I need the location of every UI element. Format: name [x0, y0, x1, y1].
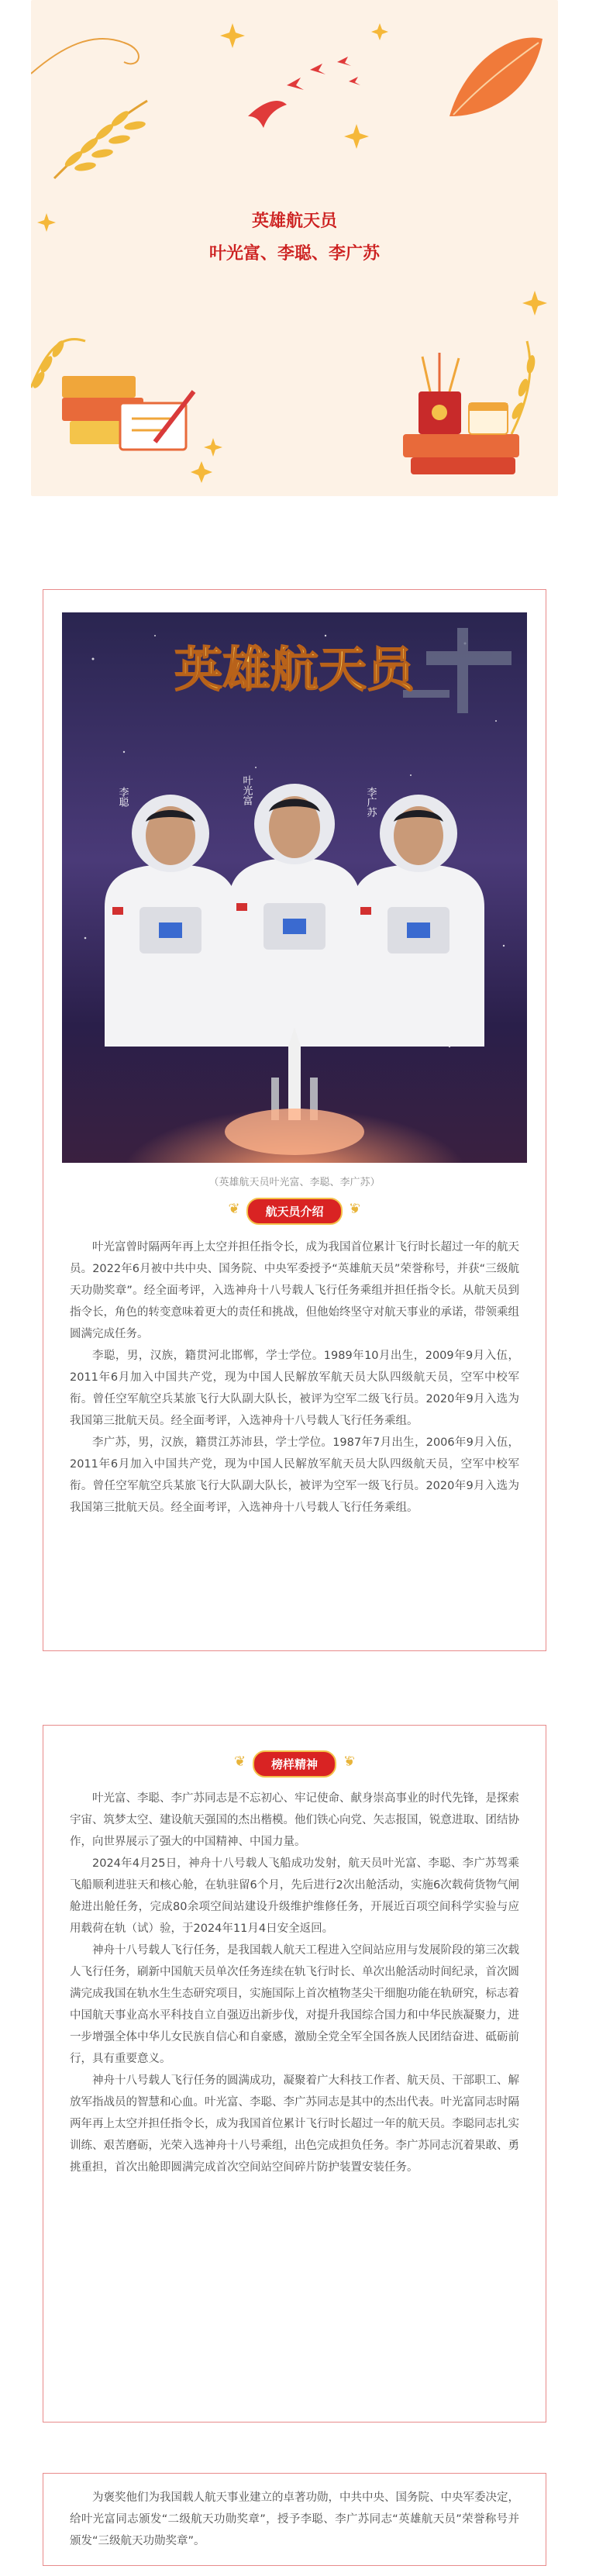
leaf-right-icon [450, 37, 542, 116]
books-icon [31, 339, 212, 483]
section1-paragraph: 叶光富曾时隔两年再上太空并担任指令长，成为我国首位累计飞行时长超过一年的航天员。2022年6月被中共中央、国务院、中央军委授予“英雄航天员”荣誉称号，并获“三级航天功勋奖章”。经全面考评，入选神舟十八号载人飞行任务乘组并担任指令长。从航天员到指令长，角色的转变意味着更大的责任和挑战，但他始终坚守对航天事业的承诺，带领乘组圆满完成任务。 [70, 1241, 519, 1340]
section2-paragraph: 叶光富、李聪、李广苏同志是不忘初心、牢记使命、献身崇高事业的时代先锋，是探索宇宙、筑梦太空、建设航天强国的杰出楷模。他们铁心向党、矢志报国，锐意进取、团结协作，向世界展示了强大的中国精神、中国力量。 [70, 1792, 519, 1848]
section1-text [70, 1236, 519, 1519]
section1-label: ❦ 航天员介绍 ❦ [246, 1198, 342, 1225]
section1-label-wrap [0, 1198, 589, 1225]
poster-name: 李广苏 [364, 787, 377, 817]
section1-paragraph: 李广苏，男，汉族，籍贯江苏沛县，学士学位。1987年7月出生，2006年9月入伍，2011年6月加入中国共产党，现为中国人民解放军航天员大队四级航天员，空军中校军衔。曾任空军航空兵某旅飞行大队副大队长，被评为空军一级飞行员。2020年9月入选为我国第三批航天员。经全面考评，入选神舟十八号载人飞行任务乘组。 [70, 1436, 519, 1514]
desk-items-icon [403, 341, 536, 474]
section2-paragraph: 神舟十八号载人飞行任务的圆满成功，凝聚着广大科技工作者、航天员、干部职工、解放军指战员的智慧和心血。叶光富、李聪、李广苏同志是其中的杰出代表。叶光富同志时隔两年再上太空并担任指令长，成为我国首位累计飞行时长超过一年的航天员。李聪同志扎实训练、艰苦磨砺，光荣入选神舟十八号乘组，出色完成担负任务。李广苏同志沉着果敢、勇挑重担，首次出舱即圆满完成首次空间站空间碎片防护装置安装任务。 [70, 2074, 519, 2174]
section2-paragraph: 神舟十八号载人飞行任务，是我国载人航天工程进入空间站应用与发展阶段的第三次载人飞行任务，刷新中国航天员单次任务连续在轨飞行时长、单次出舱活动时间纪录，首次圆满完成我国在轨水生生态研究项目，实施国际上首次植物茎尖干细胞功能在轨研究，标志着中国航天事业高水平科技自立自强迈出新步伐，对提升我国综合国力和中华民族凝聚力，进一步增强全体中华儿女民族自信心和自豪感，激励全党全军全国各族人民团结奋进、砥砺前行，具有重要意义。 [70, 1944, 519, 2065]
birds-icon [248, 57, 360, 128]
section2-text [70, 1788, 519, 2178]
poster-title: 英雄航天员 [174, 641, 415, 698]
section2-label: ❦ 榜样精神 ❦ [253, 1750, 336, 1778]
poster-name: 叶光富 [240, 775, 253, 805]
astronauts-photo [62, 612, 527, 1163]
award-paragraph: 为褒奖他们为我国载人航天事业建立的卓著功勋，中共中央、国务院、中央军委决定，给叶光富同志颁发“二级航天功勋奖章”，授予李聪、李广苏同志“英雄航天员”荣誉称号并颁发“三级航天功勋奖章”。 [70, 2492, 519, 2547]
banner-title-line2: 叶光富、李聪、李广苏 [208, 244, 380, 264]
astronaut-figures [105, 784, 484, 1047]
section3-text [70, 2487, 519, 2552]
astronauts-poster-graphic [62, 612, 527, 1163]
banner-title-line1: 英雄航天员 [251, 212, 337, 231]
wheat-left-icon [54, 101, 147, 178]
section1-paragraph: 李聪，男，汉族，籍贯河北邯郸，学士学位。1989年10月出生，2009年9月入伍，2011年6月加入中国共产党，现为中国人民解放军航天员大队四级航天员，空军中校军衔。曾任空军航空兵某旅飞行大队副大队长，被评为空军二级飞行员。2020年9月入选为我国第三批航天员。经全面考评，入选神舟十八号载人飞行任务乘组。 [70, 1350, 519, 1427]
poster-name: 李聪 [116, 787, 129, 807]
section2-paragraph: 2024年4月25日，神舟十八号载人飞船成功发射，航天员叶光富、李聪、李广苏驾乘飞船顺利进驻天和核心舱，在轨驻留6个月，先后进行2次出舱活动，实施6次载荷货物气闸舱进出舱任务，完成80余项空间站建设升级维护维修任务，开展近百项空间科学实验与应用载荷在轨（试）验，于2024年11月4日安全返回。 [70, 1857, 519, 1935]
header-banner [31, 0, 558, 496]
section2-label-wrap [0, 1750, 589, 1778]
photo-caption: （英雄航天员叶光富、李聪、李广苏） [208, 1177, 381, 1188]
